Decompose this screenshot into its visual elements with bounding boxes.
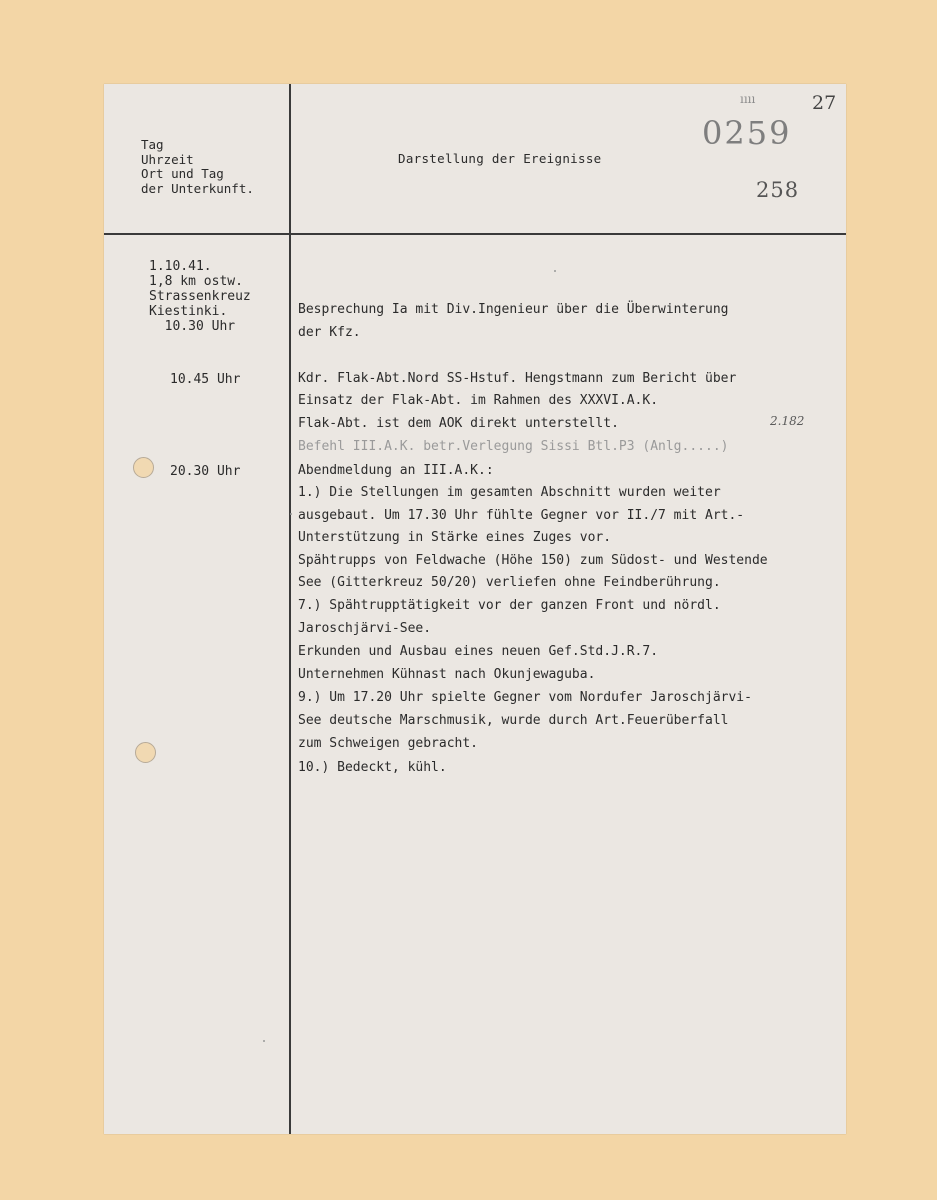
entry-line: 7.) Spähtrupptätigkeit vor der ganzen Front und nördl. — [298, 598, 721, 613]
entry-line: Erkunden und Ausbau eines neuen Gef.Std.J.R.7. — [298, 644, 659, 659]
entry-line: Jaroschjärvi-See. — [298, 621, 432, 636]
archive-stamp-number: 0259 — [702, 114, 792, 152]
folio-number: 258 — [756, 178, 800, 202]
entry-line: Besprechung Ia mit Div.Ingenieur über die Überwinterung — [298, 302, 729, 317]
entry-line: 10.) Bedeckt, kühl. — [298, 760, 447, 775]
date-location-block: 1.10.41. 1,8 km ostw. Strassenkreuz Kiestinki. 10.30 Uhr — [149, 259, 251, 334]
entry-line: ausgebaut. Um 17.30 Uhr fühlte Gegner vor II./7 mit Art.- — [298, 508, 745, 523]
entry-line: Kdr. Flak-Abt.Nord SS-Hstuf. Hengstmann zum Bericht über — [298, 371, 737, 386]
document-sheet — [104, 84, 846, 1134]
punch-hole-top — [133, 457, 154, 478]
header-divider — [104, 233, 846, 235]
entry-line: Spähtrupps von Feldwache (Höhe 150) zum Südost- und Westende — [298, 553, 768, 568]
entry-line: Abendmeldung an III.A.K.: — [298, 463, 494, 478]
paper-speck — [290, 513, 292, 515]
entry-line: 9.) Um 17.20 Uhr spielte Gegner vom Nordufer Jaroschjärvi- — [298, 690, 752, 705]
entry-time-2030: 20.30 Uhr — [170, 464, 241, 479]
paper-speck — [263, 1040, 265, 1042]
entry-line: 1.) Die Stellungen im gesamten Abschnitt wurden weiter — [298, 485, 721, 500]
stamp-prefix: ıııı — [740, 92, 756, 106]
entry-line-faint: Befehl III.A.K. betr.Verlegung Sissi Btl.P3 (Anlg.....) — [298, 439, 729, 454]
punch-hole-bottom — [135, 742, 156, 763]
entry-line: Unterstützung in Stärke eines Zuges vor. — [298, 530, 612, 545]
entry-line: der Kfz. — [298, 325, 361, 340]
column-divider — [289, 84, 291, 1134]
pencil-annotation: 2.182 — [770, 414, 805, 428]
entry-line: Flak-Abt. ist dem AOK direkt unterstellt. — [298, 416, 619, 431]
entry-line: Einsatz der Flak-Abt. im Rahmen des XXXVI.A.K. — [298, 393, 659, 408]
paper-speck — [554, 270, 556, 272]
page-number: 27 — [812, 92, 837, 114]
header-title: Darstellung der Ereignisse — [398, 151, 602, 166]
entry-line: See deutsche Marschmusik, wurde durch Art.Feuerüberfall — [298, 713, 729, 728]
header-left-column: Tag Uhrzeit Ort und Tag der Unterkunft. — [141, 137, 254, 196]
entry-line: Unternehmen Kühnast nach Okunjewaguba. — [298, 667, 596, 682]
entry-line: zum Schweigen gebracht. — [298, 736, 479, 751]
entry-time-1045: 10.45 Uhr — [170, 372, 241, 387]
entry-line: See (Gitterkreuz 50/20) verliefen ohne Feindberührung. — [298, 575, 721, 590]
